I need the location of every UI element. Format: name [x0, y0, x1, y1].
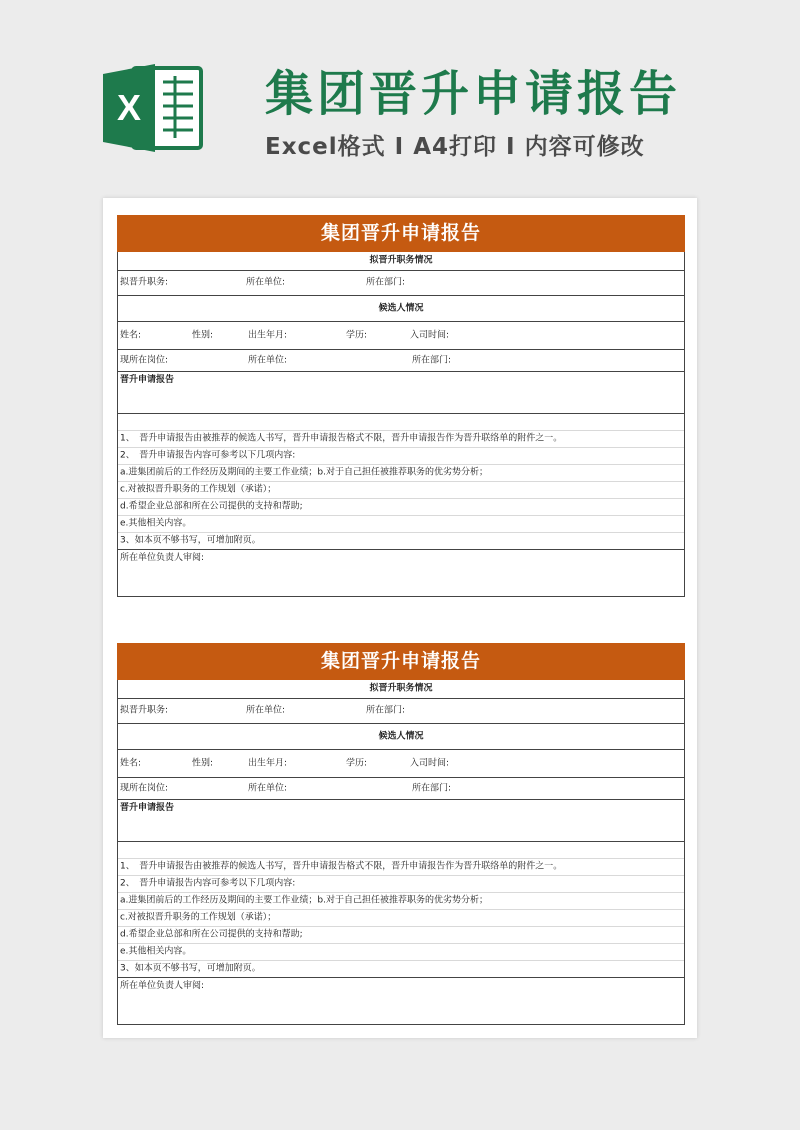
application-form [117, 215, 685, 597]
form-title: 集团晋升申请报告 [117, 215, 685, 252]
education-label: 学历: [346, 758, 368, 768]
unit-label: 所在单位: [246, 705, 286, 716]
note-spacer [118, 413, 684, 430]
form-grid [117, 680, 685, 1025]
candidate-row[interactable] [118, 321, 684, 349]
spreadsheet-paper [103, 198, 697, 1038]
page-title: 集团晋升申请报告 [265, 66, 682, 122]
note-line: 3、如本页不够书写，可增加附页。 [118, 960, 684, 977]
note-line: c.对被拟晋升职务的工作规划（承诺）； [118, 909, 684, 926]
note-line: 1、 晋升申请报告由被推荐的候选人书写，晋升申请报告格式不限，晋升申请报告作为晋升联络单的附件之一。 [118, 430, 684, 447]
report-section[interactable] [118, 799, 684, 841]
target-position-label: 拟晋升职务: [120, 277, 169, 288]
page-header [0, 0, 800, 190]
section-candidate-header: 候选人情况 [118, 723, 684, 749]
unit-label: 所在单位: [246, 277, 286, 288]
svg-text:X: X [116, 87, 142, 128]
birth-label: 出生年月: [248, 330, 288, 340]
note-line: d.希望企业总部和所在公司提供的支持和帮助; [118, 498, 684, 515]
report-section-title: 晋升申请报告 [120, 375, 175, 385]
position-row[interactable] [118, 270, 684, 295]
note-line: a.进集团前后的工作经历及期间的主要工作业绩；b.对于自己担任被推荐职务的优劣势分析； [118, 464, 684, 481]
note-line: c.对被拟晋升职务的工作规划（承诺）； [118, 481, 684, 498]
gender-label: 性别: [192, 330, 214, 340]
review-label: 所在单位负责人审阅: [120, 981, 205, 991]
review-section[interactable] [118, 977, 684, 1024]
section-candidate-header: 候选人情况 [118, 295, 684, 321]
education-label: 学历: [346, 330, 368, 340]
join-date-label: 入司时间: [410, 330, 450, 340]
current-post-row[interactable] [118, 777, 684, 799]
note-line: 3、如本页不够书写，可增加附页。 [118, 532, 684, 549]
form-grid [117, 252, 685, 597]
report-section-title: 晋升申请报告 [120, 803, 175, 813]
note-line: 2、 晋升申请报告内容可参考以下几项内容: [118, 447, 684, 464]
name-label: 姓名: [120, 758, 142, 768]
unit-label: 所在单位: [248, 783, 288, 793]
current-post-row[interactable] [118, 349, 684, 371]
join-date-label: 入司时间: [410, 758, 450, 768]
department-label: 所在部门: [366, 705, 406, 716]
department-label: 所在部门: [366, 277, 406, 288]
note-line: 1、 晋升申请报告由被推荐的候选人书写，晋升申请报告格式不限，晋升申请报告作为晋升联络单的附件之一。 [118, 858, 684, 875]
note-line: e.其他相关内容。 [118, 943, 684, 960]
note-line: d.希望企业总部和所在公司提供的支持和帮助; [118, 926, 684, 943]
form-title: 集团晋升申请报告 [117, 643, 685, 680]
report-section[interactable] [118, 371, 684, 413]
note-spacer [118, 841, 684, 858]
application-form [117, 643, 685, 1025]
review-label: 所在单位负责人审阅: [120, 553, 205, 563]
section-position-header: 拟晋升职务情况 [369, 683, 433, 694]
gender-label: 性别: [192, 758, 214, 768]
section-position-header: 拟晋升职务情况 [369, 255, 433, 266]
unit-label: 所在单位: [248, 355, 288, 365]
note-line: e.其他相关内容。 [118, 515, 684, 532]
page-subtitle: Excel格式 I A4打印 I 内容可修改 [265, 134, 645, 160]
review-section[interactable] [118, 549, 684, 596]
department-label: 所在部门: [412, 783, 452, 793]
birth-label: 出生年月: [248, 758, 288, 768]
department-label: 所在部门: [412, 355, 452, 365]
candidate-row[interactable] [118, 749, 684, 777]
note-line: 2、 晋升申请报告内容可参考以下几项内容: [118, 875, 684, 892]
position-row[interactable] [118, 698, 684, 723]
note-line: a.进集团前后的工作经历及期间的主要工作业绩；b.对于自己担任被推荐职务的优劣势分析； [118, 892, 684, 909]
current-post-label: 现所在岗位: [120, 783, 169, 793]
target-position-label: 拟晋升职务: [120, 705, 169, 716]
name-label: 姓名: [120, 330, 142, 340]
excel-logo-icon [103, 60, 203, 155]
current-post-label: 现所在岗位: [120, 355, 169, 365]
